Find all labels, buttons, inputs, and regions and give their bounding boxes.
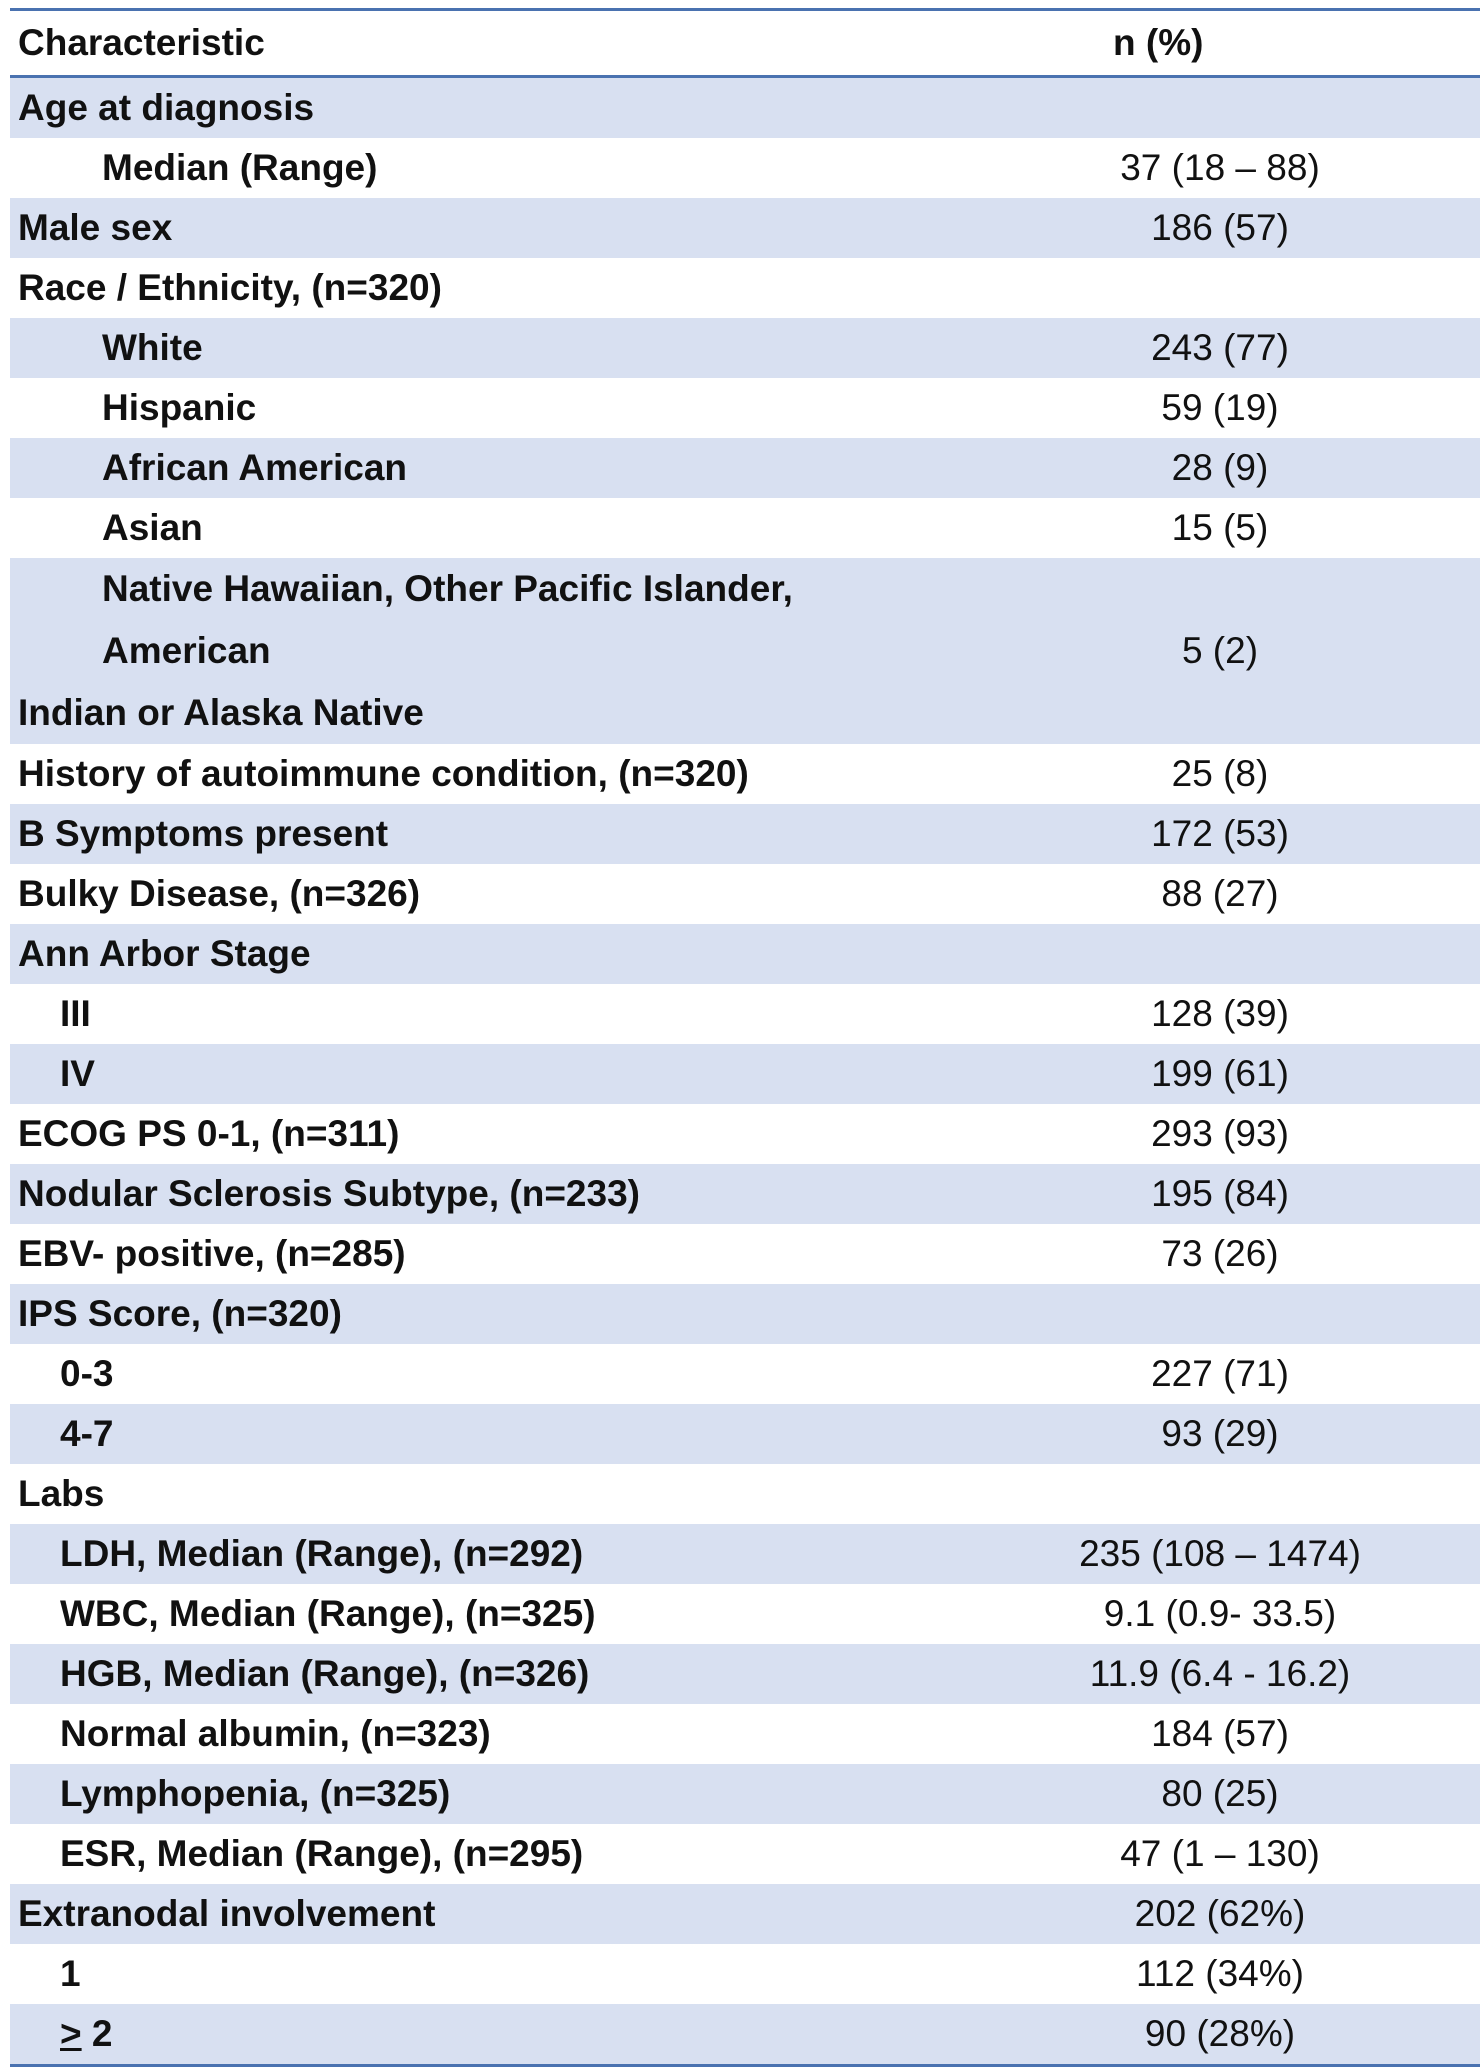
row-label: Bulky Disease, (n=326)	[10, 864, 960, 924]
table-row	[10, 804, 1480, 864]
table-row	[10, 1284, 1480, 1344]
row-value: 186 (57)	[960, 198, 1480, 258]
table-row	[10, 864, 1480, 924]
row-value: 184 (57)	[960, 1704, 1480, 1764]
row-value: 128 (39)	[960, 984, 1480, 1044]
row-label: 0-3	[10, 1344, 960, 1404]
row-label: WBC, Median (Range), (n=325)	[10, 1584, 960, 1644]
table-row	[10, 1824, 1480, 1884]
table-row	[10, 1224, 1480, 1284]
greater-equal-symbol: >	[60, 2013, 82, 2054]
row-label: History of autoimmune condition, (n=320)	[10, 744, 960, 804]
table-row	[10, 438, 1480, 498]
column-header-characteristic: Characteristic	[10, 11, 960, 77]
row-label: IV	[10, 1044, 960, 1104]
row-value	[960, 77, 1480, 139]
table-row	[10, 1164, 1480, 1224]
row-label: ESR, Median (Range), (n=295)	[10, 1824, 960, 1884]
row-value: 172 (53)	[960, 804, 1480, 864]
table-row	[10, 1464, 1480, 1524]
table-row	[10, 558, 1480, 744]
row-value: 37 (18 – 88)	[960, 138, 1480, 198]
row-label: Extranodal involvement	[10, 1884, 960, 1944]
row-value: 227 (71)	[960, 1344, 1480, 1404]
row-label: Normal albumin, (n=323)	[10, 1704, 960, 1764]
row-label: Male sex	[10, 198, 960, 258]
row-label: HGB, Median (Range), (n=326)	[10, 1644, 960, 1704]
table-row	[10, 1644, 1480, 1704]
row-label: Lymphopenia, (n=325)	[10, 1764, 960, 1824]
row-label: Asian	[10, 498, 960, 558]
table-row	[10, 1524, 1480, 1584]
row-value: 11.9 (6.4 - 16.2)	[960, 1644, 1480, 1704]
column-header-n-percent: n (%)	[960, 11, 1480, 77]
row-value: 202 (62%)	[960, 1884, 1480, 1944]
table-row	[10, 1584, 1480, 1644]
table-row	[10, 77, 1480, 139]
table-row	[10, 2004, 1480, 2064]
table-header-row	[10, 11, 1480, 77]
row-value: 112 (34%)	[960, 1944, 1480, 2004]
row-label: Hispanic	[10, 378, 960, 438]
row-value	[960, 1464, 1480, 1524]
row-label: Nodular Sclerosis Subtype, (n=233)	[10, 1164, 960, 1224]
row-value	[960, 258, 1480, 318]
row-value: 15 (5)	[960, 498, 1480, 558]
table-row	[10, 1404, 1480, 1464]
table-row	[10, 1944, 1480, 2004]
characteristics-table	[10, 11, 1480, 2064]
row-value: 59 (19)	[960, 378, 1480, 438]
row-label-line-1: Native Hawaiian, Other Pacific Islander, American	[102, 568, 793, 671]
table-row	[10, 378, 1480, 438]
table-row	[10, 198, 1480, 258]
row-value: 195 (84)	[960, 1164, 1480, 1224]
row-label: LDH, Median (Range), (n=292)	[10, 1524, 960, 1584]
row-label: ECOG PS 0-1, (n=311)	[10, 1104, 960, 1164]
row-label	[10, 558, 960, 744]
row-label: African American	[10, 438, 960, 498]
row-label: 4-7	[10, 1404, 960, 1464]
row-label: Median (Range)	[10, 138, 960, 198]
row-value: 93 (29)	[960, 1404, 1480, 1464]
table-row	[10, 924, 1480, 984]
row-value: 47 (1 – 130)	[960, 1824, 1480, 1884]
row-value	[960, 1284, 1480, 1344]
table-row	[10, 1884, 1480, 1944]
row-label-line-2: Indian or Alaska Native	[18, 692, 424, 733]
row-label: Age at diagnosis	[10, 77, 960, 139]
row-value: 28 (9)	[960, 438, 1480, 498]
row-value	[960, 924, 1480, 984]
table-row	[10, 1764, 1480, 1824]
row-value: 9.1 (0.9- 33.5)	[960, 1584, 1480, 1644]
row-label	[10, 2004, 960, 2064]
row-label: Race / Ethnicity, (n=320)	[10, 258, 960, 318]
table-row	[10, 1104, 1480, 1164]
table-row	[10, 1704, 1480, 1764]
table-row	[10, 1344, 1480, 1404]
row-value: 199 (61)	[960, 1044, 1480, 1104]
row-label: Ann Arbor Stage	[10, 924, 960, 984]
table-row	[10, 1044, 1480, 1104]
row-value: 235 (108 – 1474)	[960, 1524, 1480, 1584]
table-row	[10, 744, 1480, 804]
row-value: 25 (8)	[960, 744, 1480, 804]
row-label: IPS Score, (n=320)	[10, 1284, 960, 1344]
characteristics-table-container	[10, 8, 1480, 2067]
table-row	[10, 498, 1480, 558]
row-value: 293 (93)	[960, 1104, 1480, 1164]
table-row	[10, 138, 1480, 198]
row-label-rest: 2	[81, 2013, 113, 2054]
row-value: 90 (28%)	[960, 2004, 1480, 2064]
table-row	[10, 318, 1480, 378]
row-label: III	[10, 984, 960, 1044]
row-label: EBV- positive, (n=285)	[10, 1224, 960, 1284]
row-label: White	[10, 318, 960, 378]
row-value: 73 (26)	[960, 1224, 1480, 1284]
row-value: 80 (25)	[960, 1764, 1480, 1824]
row-value: 5 (2)	[960, 558, 1480, 744]
row-label: B Symptoms present	[10, 804, 960, 864]
table-row	[10, 984, 1480, 1044]
table-row	[10, 258, 1480, 318]
row-value: 243 (77)	[960, 318, 1480, 378]
row-label: Labs	[10, 1464, 960, 1524]
row-value: 88 (27)	[960, 864, 1480, 924]
row-label: 1	[10, 1944, 960, 2004]
